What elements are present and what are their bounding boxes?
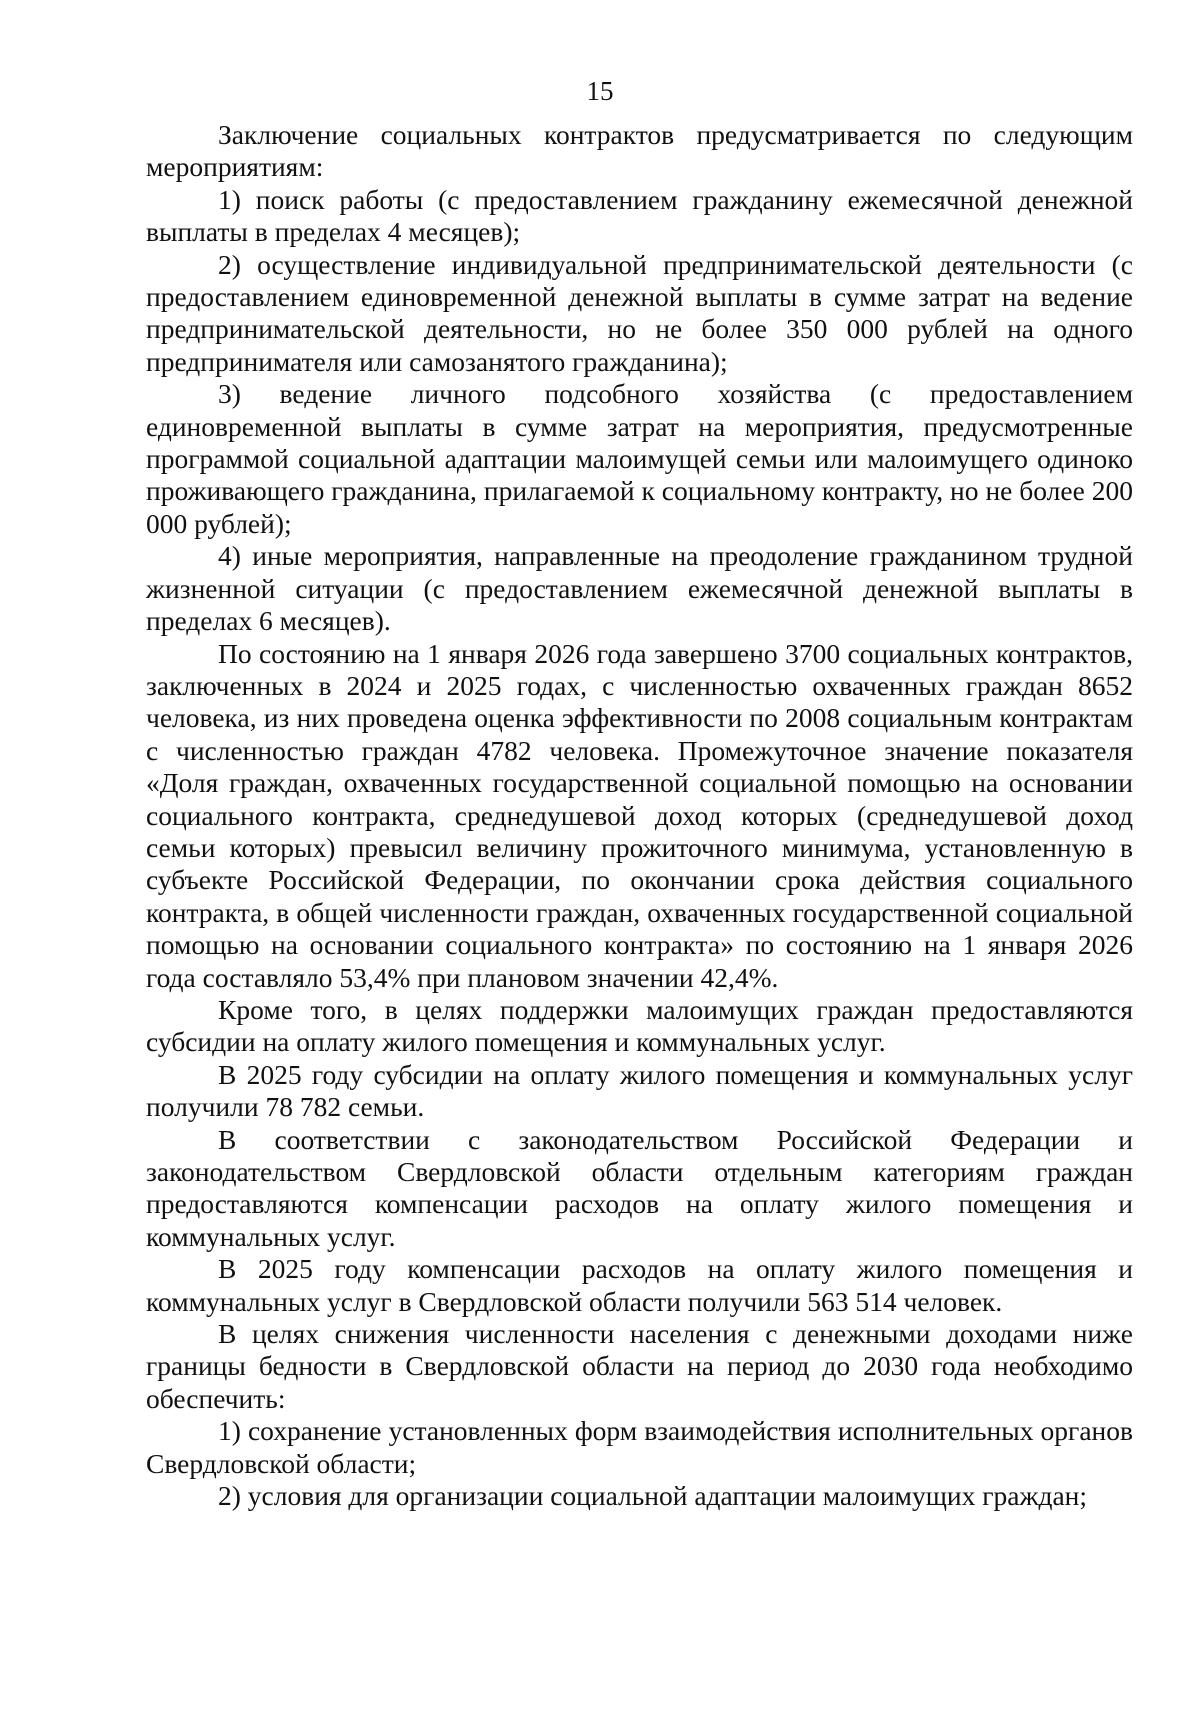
- paragraph-poverty-goals: В целях снижения численности населения с денежными доходами ниже границы бедности в Свердловской области на период до 2030 года необходимо обеспечить:: [146, 1318, 1133, 1414]
- paragraph-item-entrepreneurship: 2) осуществление индивидуальной предпринимательской деятельности (с предоставлением единовременной денежной выплаты в сумме затрат на ведение предпринимательской деятельности, но не более 350 000 рублей на одного предпринимателя или самозанятого гражданина);: [146, 248, 1133, 377]
- paragraph-compensations-2025: В 2025 году компенсации расходов на оплату жилого помещения и коммунальных услуг в Свердловской области получили 563 514 человек.: [146, 1253, 1133, 1317]
- paragraph-item-other-measures: 4) иные мероприятия, направленные на преодоление гражданином трудной жизненной ситуации (с предоставлением ежемесячной денежной выплаты в пределах 6 месяцев).: [146, 540, 1133, 637]
- paragraph-compensations: В соответствии с законодательством Российской Федерации и законодательством Свердловской области отдельным категориям граждан предоставляются компенсации расходов на оплату жилого помещения и коммунальных услуг.: [146, 1123, 1133, 1252]
- paragraph-subsidies-2025: В 2025 году субсидии на оплату жилого помещения и коммунальных услуг получили 78 782 семьи.: [146, 1058, 1133, 1123]
- document-body: [146, 119, 1133, 1512]
- paragraph-item-household: 3) ведение личного подсобного хозяйства (с предоставлением единовременной выплаты в сумме затрат на мероприятия, предусмотренные программой социальной адаптации малоимущей семьи или малоимущего одиноко проживающего гражданина, прилагаемой к социальному контракту, но не более 200 000 рублей);: [146, 378, 1133, 539]
- paragraph-subsidies: Кроме того, в целях поддержки малоимущих граждан предоставляются субсидии на оплату жилого помещения и коммунальных услуг.: [146, 993, 1133, 1058]
- paragraph-goal-1: 1) сохранение установленных форм взаимодействия исполнительных органов Свердловской области;: [146, 1415, 1133, 1479]
- paragraph-item-job-search: 1) поиск работы (с предоставлением гражданину ежемесячной денежной выплаты в пределах 4 месяцев);: [146, 183, 1133, 248]
- page-number: 15: [586, 76, 614, 106]
- paragraph-contracts-status: По состоянию на 1 января 2026 года завершено 3700 социальных контрактов, заключенных в 2024 и 2025 годах, с численностью охваченных граждан 8652 человека, из них проведена оценка эффективности по 2008 социальным контрактам с численностью граждан 4782 человека. Промежуточное значение показателя «Доля граждан, охваченных государственной социальной помощью на основании социального контракта, среднедушевой доход которых (среднедушевой доход семьи которых) превысил величину прожиточного минимума, установленную в субъекте Российской Федерации, по окончании срока действия социального контракта, в общей численности граждан, охваченных государственной социальной помощью на основании социального контракта» по состоянию на 1 января 2026 года составляло 53,4% при плановом значении 42,4%.: [146, 637, 1133, 993]
- paragraph-goal-2: 2) условия для организации социальной адаптации малоимущих граждан;: [218, 1480, 1088, 1512]
- paragraph-intro: Заключение социальных контрактов предусматривается по следующим мероприятиям:: [146, 119, 1133, 183]
